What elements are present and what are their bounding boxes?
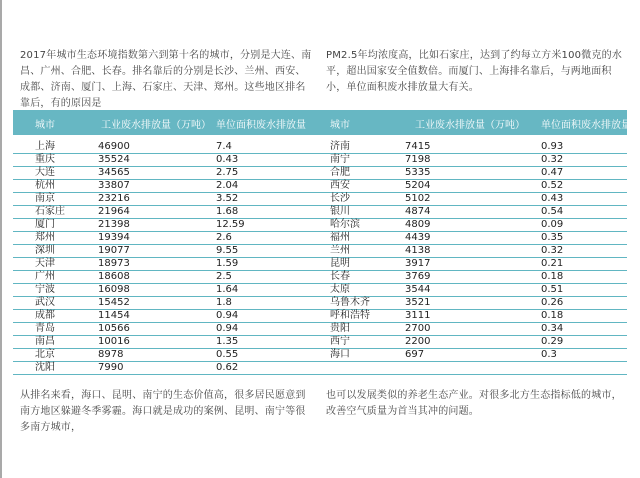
- cell-per-area-right: 0.54: [541, 206, 564, 217]
- cell-city-left: 深圳: [35, 245, 55, 256]
- cell-discharge-right: 3521: [405, 297, 431, 308]
- header-city-1: 城市: [35, 120, 55, 131]
- cell-city-left: 南昌: [35, 336, 55, 347]
- cell-per-area-left: 2.6: [216, 232, 232, 243]
- cell-city-left: 北京: [35, 349, 55, 360]
- cell-per-area-left: 9.55: [216, 245, 239, 256]
- cell-per-area-right: 0.34: [541, 323, 564, 334]
- cell-per-area-left: 0.43: [216, 154, 239, 165]
- cell-discharge-left: 19077: [98, 245, 130, 256]
- cell-per-area-left: 1.64: [216, 284, 239, 295]
- cell-discharge-right: 7198: [405, 154, 431, 165]
- cell-discharge-left: 19394: [98, 232, 130, 243]
- cell-per-area-left: 7.4: [216, 141, 232, 152]
- outro-paragraph-right: 也可以发展类似的养老生态产业。对很多北方生态指标低的城市，改善空气质量为首当其冲的问题。: [326, 390, 622, 417]
- cell-city-right: 长沙: [330, 193, 350, 204]
- cell-discharge-right: 2700: [405, 323, 431, 334]
- cell-city-left: 厦门: [35, 219, 55, 230]
- cell-discharge-right: 3111: [405, 310, 431, 321]
- cell-discharge-left: 33807: [98, 180, 130, 191]
- cell-per-area-right: 0.43: [541, 193, 564, 204]
- table-row: [13, 349, 627, 362]
- cell-discharge-left: 15452: [98, 297, 130, 308]
- header-per-area-2: 单位面积废水排放量: [541, 120, 631, 131]
- table-row: [13, 141, 627, 154]
- cell-discharge-left: 46900: [98, 141, 130, 152]
- table-row: [13, 310, 627, 323]
- cell-per-area-right: 0.32: [541, 154, 564, 165]
- table-row: [13, 336, 627, 349]
- table-row: [13, 297, 627, 310]
- cell-discharge-right: 4439: [405, 232, 431, 243]
- cell-city-left: 成都: [35, 310, 55, 321]
- table-row: [13, 323, 627, 336]
- header-per-area-1: 单位面积废水排放量: [216, 120, 306, 131]
- table-row: [13, 167, 627, 180]
- cell-per-area-right: 0.32: [541, 245, 564, 256]
- cell-city-left: 沈阳: [35, 362, 55, 373]
- table-row: [13, 258, 627, 271]
- cell-per-area-left: 0.94: [216, 310, 239, 321]
- cell-discharge-left: 10566: [98, 323, 130, 334]
- cell-city-right: 贵阳: [330, 323, 350, 334]
- cell-per-area-left: 2.5: [216, 271, 232, 282]
- table-row: [13, 271, 627, 284]
- cell-discharge-left: 7990: [98, 362, 124, 373]
- cell-city-left: 宁波: [35, 284, 55, 295]
- cell-discharge-right: 3917: [405, 258, 431, 269]
- table-header: [13, 110, 631, 135]
- table-row: [13, 154, 627, 167]
- cell-per-area-left: 0.94: [216, 323, 239, 334]
- cell-discharge-right: 4138: [405, 245, 431, 256]
- cell-city-left: 武汉: [35, 297, 55, 308]
- cell-discharge-left: 8978: [98, 349, 124, 360]
- cell-city-left: 石家庄: [35, 206, 65, 217]
- table-row: [13, 219, 627, 232]
- cell-discharge-left: 16098: [98, 284, 130, 295]
- cell-city-right: 乌鲁木齐: [330, 297, 370, 308]
- cell-city-right: 银川: [330, 206, 350, 217]
- cell-per-area-right: 0.29: [541, 336, 564, 347]
- cell-per-area-left: 1.8: [216, 297, 232, 308]
- cell-city-right: 西安: [330, 180, 350, 191]
- cell-per-area-right: 0.52: [541, 180, 564, 191]
- header-discharge-2: 工业废水排放量（万吨）: [415, 120, 525, 131]
- cell-discharge-left: 18608: [98, 271, 130, 282]
- cell-city-right: 合肥: [330, 167, 350, 178]
- cell-city-right: 呼和浩特: [330, 310, 370, 321]
- cell-discharge-right: 5102: [405, 193, 431, 204]
- cell-per-area-left: 12.59: [216, 219, 245, 230]
- header-city-2: 城市: [330, 120, 350, 131]
- cell-city-left: 上海: [35, 141, 55, 152]
- cell-per-area-left: 2.04: [216, 180, 239, 191]
- table-row: [13, 362, 627, 375]
- cell-discharge-right: 697: [405, 349, 425, 360]
- cell-discharge-left: 10016: [98, 336, 130, 347]
- cell-discharge-left: 21398: [98, 219, 130, 230]
- cell-per-area-right: 0.35: [541, 232, 564, 243]
- cell-discharge-right: 5204: [405, 180, 431, 191]
- cell-discharge-left: 34565: [98, 167, 130, 178]
- cell-discharge-left: 11454: [98, 310, 130, 321]
- cell-discharge-left: 35524: [98, 154, 130, 165]
- cell-city-left: 大连: [35, 167, 55, 178]
- header-discharge-1: 工业废水排放量（万吨）: [101, 120, 211, 131]
- cell-city-left: 广州: [35, 271, 55, 282]
- cell-city-right: 昆明: [330, 258, 350, 269]
- cell-per-area-left: 3.52: [216, 193, 239, 204]
- cell-city-right: 福州: [330, 232, 350, 243]
- cell-discharge-left: 18973: [98, 258, 130, 269]
- cell-per-area-left: 1.68: [216, 206, 239, 217]
- cell-discharge-left: 21964: [98, 206, 130, 217]
- wastewater-table: [13, 110, 631, 373]
- table-row: [13, 180, 627, 193]
- left-edge-rule: [0, 0, 2, 478]
- cell-per-area-right: 0.18: [541, 271, 564, 282]
- cell-discharge-right: 7415: [405, 141, 431, 152]
- cell-per-area-right: 0.47: [541, 167, 564, 178]
- intro-paragraph-right: PM2.5年均浓度高，比如石家庄，达到了约每立方米100微克的水平，超出国家安全值数倍。而厦门、上海排名靠后，与两地面积小，单位面积废水排放量大有关。: [326, 50, 623, 93]
- table-row: [13, 193, 627, 206]
- cell-discharge-right: 4874: [405, 206, 431, 217]
- cell-city-right: 海口: [330, 349, 350, 360]
- cell-discharge-right: 3544: [405, 284, 431, 295]
- cell-city-right: 兰州: [330, 245, 350, 256]
- intro-paragraph-left: 2017年城市生态环境指数第六到第十名的城市，分别是大连、南昌、广州、合肥、长春。排名靠后的分别是长沙、兰州、西安、成都、济南、厦门、上海、石家庄、天津、郑州。这些地区排名靠后，有的原因是: [20, 50, 312, 109]
- cell-discharge-left: 23216: [98, 193, 130, 204]
- cell-per-area-right: 0.3: [541, 349, 557, 360]
- cell-per-area-right: 0.18: [541, 310, 564, 321]
- cell-per-area-left: 0.55: [216, 349, 239, 360]
- cell-city-right: 南宁: [330, 154, 350, 165]
- cell-city-left: 天津: [35, 258, 55, 269]
- cell-city-left: 南京: [35, 193, 55, 204]
- cell-per-area-right: 0.93: [541, 141, 564, 152]
- table-row: [13, 245, 627, 258]
- cell-city-right: 太原: [330, 284, 350, 295]
- cell-per-area-left: 2.75: [216, 167, 239, 178]
- table-body: [13, 141, 627, 375]
- cell-city-right: 长春: [330, 271, 350, 282]
- cell-discharge-right: 5335: [405, 167, 431, 178]
- cell-per-area-right: 0.09: [541, 219, 564, 230]
- cell-per-area-left: 1.59: [216, 258, 239, 269]
- table-row: [13, 206, 627, 219]
- cell-per-area-right: 0.51: [541, 284, 564, 295]
- cell-per-area-right: 0.21: [541, 258, 564, 269]
- table-row: [13, 232, 627, 245]
- cell-city-right: 济南: [330, 141, 350, 152]
- cell-city-left: 重庆: [35, 154, 55, 165]
- cell-per-area-left: 1.35: [216, 336, 239, 347]
- cell-city-left: 郑州: [35, 232, 55, 243]
- cell-city-right: 哈尔滨: [330, 219, 360, 230]
- cell-discharge-right: 2200: [405, 336, 431, 347]
- cell-city-right: 西宁: [330, 336, 350, 347]
- cell-per-area-right: 0.26: [541, 297, 564, 308]
- cell-per-area-left: 0.62: [216, 362, 239, 373]
- cell-city-left: 青岛: [35, 323, 55, 334]
- cell-discharge-right: 4809: [405, 219, 431, 230]
- cell-discharge-right: 3769: [405, 271, 431, 282]
- cell-city-left: 杭州: [35, 180, 55, 191]
- outro-paragraph-left: 从排名来看，海口、昆明、南宁的生态价值高，很多居民愿意到南方地区躲避冬季雾霾。海口就是成功的案例、昆明、南宁等很多南方城市，: [20, 390, 306, 433]
- table-row: [13, 284, 627, 297]
